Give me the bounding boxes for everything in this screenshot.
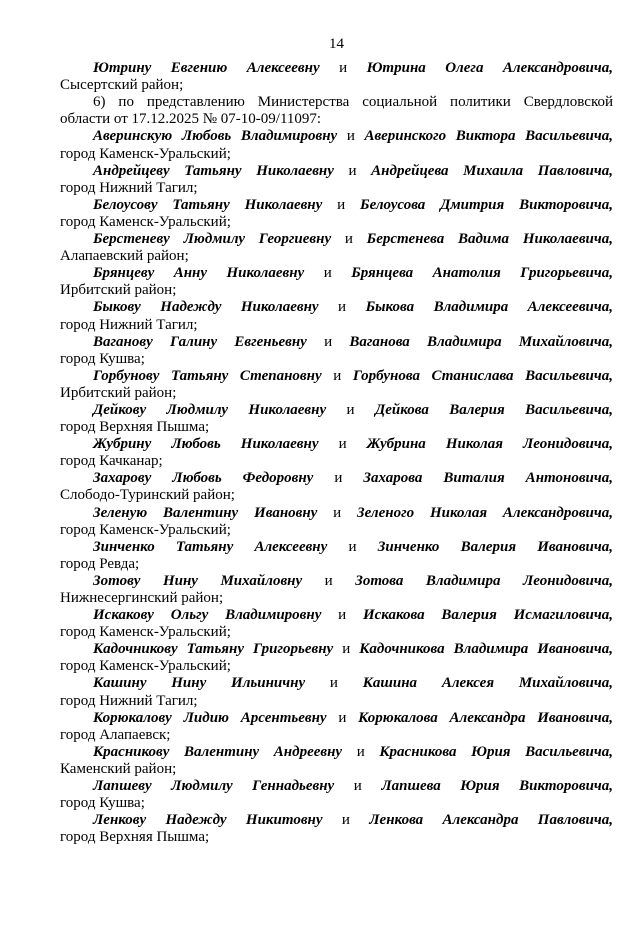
conjunction: и — [348, 162, 357, 179]
recipient-name-1: Зотову Нину Михайловну — [93, 572, 303, 589]
list-item — [60, 299, 613, 333]
entry-location: Сысертский район; — [60, 77, 184, 94]
recipient-name-1: Искакову Ольгу Владимировну — [93, 607, 322, 624]
entry-location: Ирбитский район; — [60, 384, 177, 401]
recipient-name-1: Кашину Нину Ильиничну — [93, 675, 306, 692]
conjunction: и — [323, 265, 332, 282]
entry-location: Алапаевский район; — [60, 248, 189, 265]
intro-line-2: области от 17.12.2025 № 07-10-09/11097: — [60, 111, 322, 128]
entry-names — [60, 607, 613, 624]
recipient-name-1: Корюкалову Лидию Арсентьевну — [93, 709, 327, 726]
recipient-name-2: Жубрина Николая Леонидовича, — [366, 436, 614, 453]
list-item — [60, 573, 613, 607]
conjunction: и — [324, 333, 333, 350]
conjunction: и — [333, 367, 342, 384]
list-item — [60, 265, 613, 299]
conjunction: и — [348, 538, 357, 555]
entry-names — [60, 675, 613, 692]
list-item — [60, 812, 613, 846]
recipient-name-2: Зинченко Валерия Ивановича, — [377, 538, 614, 555]
recipient-name-1: Ютрину Евгению Алексеевну — [93, 60, 320, 77]
list-item — [60, 675, 613, 709]
conjunction: и — [339, 60, 348, 77]
recipient-name-1: Красникову Валентину Андреевну — [93, 743, 343, 760]
recipient-name-1: Зеленую Валентину Ивановну — [93, 504, 318, 521]
recipient-name-2: Аверинского Виктора Васильевича, — [364, 128, 614, 145]
recipient-name-1: Горбунову Татьяну Степановну — [93, 367, 322, 384]
list-item — [60, 231, 613, 265]
conjunction: и — [338, 436, 347, 453]
list-item — [60, 641, 613, 675]
entry-location: город Каменск-Уральский; — [60, 658, 231, 675]
conjunction: и — [338, 299, 347, 316]
conjunction: и — [337, 196, 346, 213]
list-item — [60, 163, 613, 197]
conjunction: и — [329, 675, 338, 692]
recipient-name-2: Красникова Юрия Васильевича, — [379, 743, 614, 760]
entry-location: город Нижний Тагил; — [60, 692, 198, 709]
entry-location: город Нижний Тагил; — [60, 316, 198, 333]
recipient-name-2: Кадочникова Владимира Ивановича, — [359, 641, 613, 658]
conjunction: и — [346, 128, 355, 145]
list-item — [60, 744, 613, 778]
entry-location: Слободо-Туринский район; — [60, 487, 235, 504]
list-item — [60, 778, 613, 812]
entry-location: город Нижний Тагил; — [60, 179, 198, 196]
conjunction: и — [333, 504, 342, 521]
list-item — [60, 197, 613, 231]
entry-location: город Алапаевск; — [60, 726, 171, 743]
recipient-name-2: Белоусова Дмитрия Викторовича, — [360, 196, 614, 213]
entry-names — [60, 641, 613, 658]
list-item — [60, 368, 613, 402]
page-number: 14 — [329, 36, 344, 52]
entry-location: город Каменск-Уральский; — [60, 213, 231, 230]
recipient-name-1: Берстеневу Людмилу Георгиевну — [93, 231, 332, 248]
recipient-name-2: Ленкова Александра Павловича, — [369, 812, 614, 829]
entry-names — [60, 368, 613, 385]
list-item — [60, 710, 613, 744]
recipient-name-2: Берстенева Вадима Николаевича, — [366, 231, 614, 248]
entry-names — [60, 812, 613, 829]
entry-location: город Кушва; — [60, 795, 145, 812]
entry-location: Нижнесергинский район; — [60, 590, 224, 606]
recipient-name-2: Ютрина Олега Александровича, — [366, 60, 614, 77]
list-item — [60, 607, 613, 641]
conjunction: и — [346, 401, 355, 418]
recipient-name-2: Зеленого Николая Александровича, — [357, 504, 613, 521]
recipient-name-2: Зотова Владимира Леонидовича, — [355, 572, 614, 589]
conjunction: и — [342, 641, 351, 658]
recipient-name-1: Дейкову Людмилу Николаевну — [93, 401, 327, 418]
entry-location: Ирбитский район; — [60, 282, 177, 299]
entry-names — [60, 163, 613, 180]
list-item — [60, 436, 613, 470]
entry-location: город Верхняя Пышма; — [60, 829, 210, 846]
conjunction: и — [334, 470, 343, 487]
list-item — [60, 539, 613, 573]
entry-names — [60, 334, 613, 351]
recipient-name-2: Кашина Алексея Михайловича, — [362, 675, 614, 692]
recipient-name-2: Захарова Виталия Антоновича, — [363, 470, 613, 487]
entry-names — [60, 299, 613, 316]
entry-names — [60, 436, 613, 453]
entry-names — [60, 470, 613, 487]
conjunction: и — [353, 778, 362, 795]
recipient-name-2: Горбунова Станислава Васильевича, — [352, 367, 614, 384]
document-body — [0, 36, 640, 846]
recipient-name-2: Искакова Валерия Исмагиловича, — [362, 607, 613, 624]
entry-names — [60, 539, 613, 556]
recipient-name-1: Ваганову Галину Евгеньевну — [93, 333, 307, 350]
entry-names — [60, 197, 613, 214]
entry-location: город Качканар; — [60, 453, 163, 470]
entry-names — [60, 402, 613, 419]
list-item — [60, 128, 613, 162]
conjunction: и — [344, 231, 353, 248]
document-page — [0, 36, 640, 941]
recipient-name-1: Жубрину Любовь Николаевну — [93, 436, 319, 453]
recipient-name-1: Зинченко Татьяну Алексеевну — [93, 538, 328, 555]
list-item — [60, 60, 613, 94]
list-item — [60, 505, 613, 539]
recipient-name-1: Ленкову Надежду Никитовну — [93, 812, 323, 829]
entry-names — [60, 265, 613, 282]
list-item — [60, 334, 613, 368]
recipient-name-2: Брянцева Анатолия Григорьевича, — [351, 265, 614, 282]
entry-location: Каменский район; — [60, 760, 177, 777]
recipient-name-1: Брянцеву Анну Николаевну — [93, 265, 305, 282]
recipient-name-2: Лапшева Юрия Викторовича, — [381, 778, 614, 795]
recipient-name-1: Андрейцеву Татьяну Николаевну — [93, 162, 334, 179]
list-item — [60, 402, 613, 436]
conjunction: и — [341, 812, 350, 829]
conjunction: и — [338, 709, 347, 726]
entry-location: город Каменск-Уральский; — [60, 145, 231, 162]
conjunction: и — [356, 743, 365, 760]
entry-location: город Каменск-Уральский; — [60, 624, 231, 641]
conjunction: и — [324, 572, 333, 589]
recipient-name-2: Андрейцева Михаила Павловича, — [371, 162, 614, 179]
intro-line-1: 6) по представлению Министерства социальной политики Свердловской — [93, 94, 613, 111]
recipient-name-1: Аверинскую Любовь Владимировну — [93, 128, 338, 145]
recipient-name-2: Быкова Владимира Алексеевича, — [365, 299, 614, 316]
recipient-name-1: Лапшеву Людмилу Геннадьевну — [93, 778, 335, 795]
entry-names — [60, 778, 613, 795]
entry-names — [60, 60, 613, 77]
entry-names — [60, 128, 613, 145]
recipient-name-2: Ваганова Владимира Михайловича, — [349, 333, 614, 350]
section-intro — [60, 94, 613, 128]
recipient-name-2: Дейкова Валерия Васильевича, — [375, 401, 614, 418]
entry-location: город Кушва; — [60, 350, 145, 367]
recipient-name-1: Белоусову Татьяну Николаевну — [93, 196, 323, 213]
entry-names — [60, 231, 613, 248]
recipient-name-1: Быкову Надежду Николаевну — [93, 299, 319, 316]
entry-names — [60, 505, 613, 522]
entry-names — [60, 744, 613, 761]
entry-location: город Ревда; — [60, 555, 140, 572]
entry-names — [60, 710, 613, 727]
conjunction: и — [338, 607, 347, 624]
recipient-name-1: Захарову Любовь Федоровну — [93, 470, 314, 487]
list-item — [60, 470, 613, 504]
entry-location: город Верхняя Пышма; — [60, 419, 210, 436]
entry-names — [60, 573, 613, 590]
recipient-name-2: Корюкалова Александра Ивановича, — [358, 709, 613, 726]
recipient-name-1: Кадочникову Татьяну Григорьевну — [93, 641, 334, 658]
entry-location: город Каменск-Уральский; — [60, 521, 231, 538]
